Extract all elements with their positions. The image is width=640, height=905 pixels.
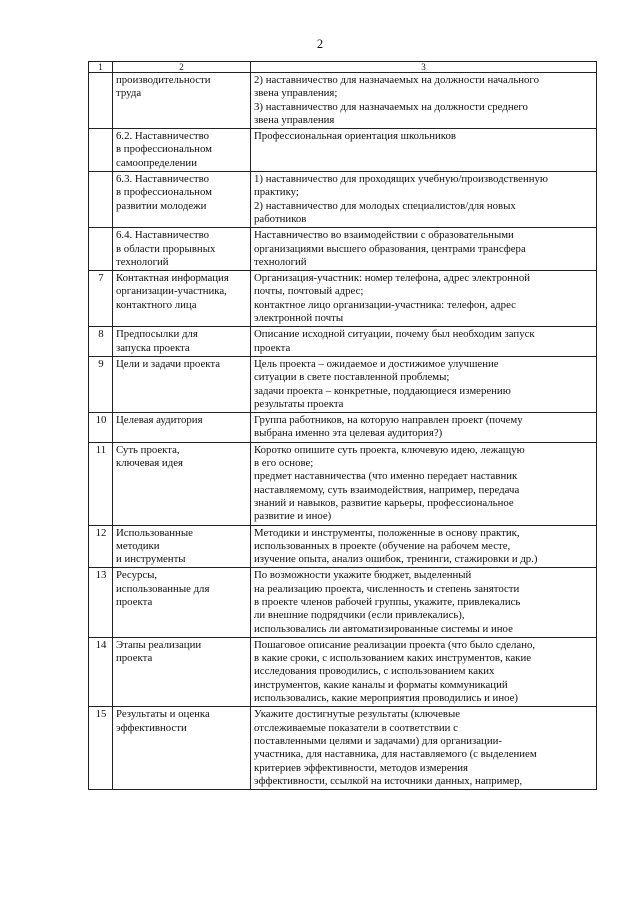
field-description-cell (251, 356, 597, 412)
field-description-cell (251, 172, 597, 228)
field-name-cell (113, 356, 251, 412)
field-description-line: почты, почтовый адрес; (254, 285, 364, 298)
field-name-cell (113, 172, 251, 228)
field-description-line: отслеживаемые показатели в соответствии с (254, 721, 458, 734)
row-number: 10 (89, 413, 113, 443)
field-name-line: Целевая аудитория (116, 414, 203, 427)
table-row (89, 568, 597, 637)
table-row (89, 413, 597, 443)
table-row (89, 707, 597, 790)
table-row (89, 442, 597, 525)
field-name-cell (113, 442, 251, 525)
field-name-line: запуска проекта (116, 341, 190, 354)
row-number: 12 (89, 525, 113, 568)
field-description-line: практику; (254, 186, 299, 199)
field-name-line: Ресурсы, (116, 569, 158, 582)
field-description-line: задачи проекта – конкретные, поддающиеся измерению (254, 384, 511, 397)
field-description-line: электронной почты (254, 312, 344, 325)
project-description-table (88, 61, 597, 790)
field-description-line: 1) наставничество для проходящих учебную/производственную (254, 173, 548, 186)
field-name-line: ключевая идея (116, 457, 183, 470)
field-description-line: проекта (254, 341, 291, 354)
field-description-cell (251, 129, 597, 172)
table-row (89, 172, 597, 228)
field-name-cell (113, 525, 251, 568)
field-name-cell (113, 637, 251, 706)
field-description-line: 3) наставничество для назначаемых на должности среднего (254, 100, 528, 113)
table-row (89, 73, 597, 129)
field-description-line: Организация-участник: номер телефона, адрес электронной (254, 272, 530, 285)
field-description-cell (251, 73, 597, 129)
field-name-cell (113, 413, 251, 443)
field-description-line: работников (254, 212, 307, 225)
field-name-line: самоопределении (116, 156, 197, 169)
field-name-line: Результаты и оценка (116, 708, 210, 721)
field-description-line: Описание исходной ситуации, почему был необходим запуск (254, 328, 535, 341)
field-description-line: 2) наставничество для назначаемых на должности начального (254, 74, 539, 86)
field-name-cell (113, 228, 251, 271)
field-description-line: использовались, какие мероприятия проводились и иное) (254, 692, 519, 705)
field-description-line: использованных в проекте (обучение на рабочем месте, (254, 539, 511, 552)
field-name-line: в области прорывных (116, 242, 216, 255)
field-description-line: исследования проводились, с использованием каких (254, 665, 495, 678)
field-name-cell (113, 129, 251, 172)
field-name-line: проекта (116, 595, 153, 608)
field-name-line: Контактная информация (116, 272, 229, 285)
field-description-line: 2) наставничество для молодых специалистов/для новых (254, 199, 516, 212)
field-name-line: организации-участника, (116, 285, 227, 298)
row-number: 13 (89, 568, 113, 637)
field-description-line: Методики и инструменты, положенные в основу практик, (254, 526, 520, 539)
field-name-line: 6.2. Наставничество (116, 130, 209, 143)
field-name-line: в профессиональном (116, 186, 212, 199)
table-row (89, 327, 597, 357)
field-name-line: проекта (116, 652, 153, 665)
field-description-line: Профессиональная ориентация школьников (254, 130, 456, 143)
field-description-line: организациями высшего образования, центрами трансфера (254, 242, 526, 255)
field-description-line: контактное лицо организации-участника: телефон, адрес (254, 298, 516, 311)
field-description-line: Укажите достигнутые результаты (ключевые (254, 708, 461, 721)
field-name-line: 6.4. Наставничество (116, 229, 209, 242)
field-name-line: труда (116, 87, 142, 100)
table-row (89, 525, 597, 568)
field-description-line: ситуации в свете поставленной проблемы; (254, 371, 450, 384)
field-description-line: результаты проекта (254, 397, 344, 410)
field-description-cell (251, 637, 597, 706)
row-number (89, 228, 113, 271)
page-number: 2 (316, 37, 324, 51)
field-description-line: критериев эффективности, методов измерения (254, 761, 469, 774)
field-description-cell (251, 413, 597, 443)
table-row (89, 356, 597, 412)
field-description-line: предмет наставничества (что именно передает наставник (254, 470, 518, 483)
row-number (89, 129, 113, 172)
field-name-line: эффективности (116, 721, 187, 734)
field-description-cell (251, 228, 597, 271)
field-name-line: методики (116, 539, 160, 552)
field-description-line: Цель проекта – ожидаемое и достижимое улучшение (254, 357, 499, 370)
field-name-line: в профессиональном (116, 143, 212, 156)
field-name-line: контактного лица (116, 298, 197, 311)
row-number: 14 (89, 637, 113, 706)
field-description-line: на реализацию проекта, численность и степень занятости (254, 582, 520, 595)
field-description-line: Наставничество во взаимодействии с образовательными (254, 229, 514, 242)
field-name-line: 6.3. Наставничество (116, 173, 209, 186)
field-description-line: Пошаговое описание реализации проекта (что было сделано, (254, 638, 536, 651)
row-number (89, 172, 113, 228)
field-description-line: знаний и навыков, развитие карьеры, профессиональное (254, 496, 514, 509)
header-cell-name: 2 (113, 62, 251, 73)
table-row (89, 637, 597, 706)
field-description-line: развитие и иное) (254, 510, 332, 523)
field-description-cell (251, 271, 597, 327)
field-description-line: в проекте членов рабочей группы, укажите, привлекались (254, 595, 521, 608)
field-description-line: поставленными целями и задачами) для организации- (254, 734, 502, 747)
table-row (89, 271, 597, 327)
field-description-line: изучение опыта, анализ ошибок, тренинги, стажировки и др.) (254, 553, 538, 566)
field-name-cell (113, 327, 251, 357)
field-name-line: и инструменты (116, 553, 186, 566)
table-body (89, 62, 597, 790)
field-description-line: эффективности, ссылкой на источники данных, например, (254, 774, 523, 787)
field-description-line: звена управления (254, 113, 335, 126)
field-description-line: использовались ли автоматизированные системы и иное (254, 622, 513, 635)
header-cell-description: 3 (251, 62, 597, 73)
header-cell-number: 1 (89, 62, 113, 73)
field-name-line: Этапы реализации (116, 638, 202, 651)
field-description-line: Коротко опишите суть проекта, ключевую идею, лежащую (254, 443, 525, 456)
field-description-line: технологий (254, 255, 307, 268)
field-description-cell (251, 442, 597, 525)
row-number: 15 (89, 707, 113, 790)
field-description-line: ли внешние подрядчики (если привлекались), (254, 609, 465, 622)
field-description-line: участника, для наставника, для наставляемого (с выделением (254, 748, 537, 761)
field-description-line: выбрана именно эта целевая аудитория?) (254, 427, 443, 440)
table-row (89, 129, 597, 172)
row-number: 11 (89, 442, 113, 525)
field-name-line: Предпосылки для (116, 328, 198, 341)
row-number: 8 (89, 327, 113, 357)
field-name-cell (113, 568, 251, 637)
field-name-line: Цели и задачи проекта (116, 357, 220, 370)
field-description-cell (251, 707, 597, 790)
field-name-cell (113, 271, 251, 327)
field-name-line: Суть проекта, (116, 443, 180, 456)
field-name-line: использованные для (116, 582, 210, 595)
row-number: 9 (89, 356, 113, 412)
field-description-cell (251, 525, 597, 568)
field-description-line: звена управления; (254, 87, 338, 100)
field-name-line: развитии молодежи (116, 199, 207, 212)
field-description-cell (251, 568, 597, 637)
field-name-line: производительности (116, 74, 211, 86)
field-description-line: инструментов, какие каналы и форматы коммуникаций (254, 678, 508, 691)
field-description-line: наставляемому, суть взаимодействия, например, передача (254, 483, 520, 496)
table-header-row (89, 62, 597, 73)
field-name-cell (113, 73, 251, 129)
table-row (89, 228, 597, 271)
field-description-line: в его основе; (254, 457, 314, 470)
row-number (89, 73, 113, 129)
field-name-line: технологий (116, 255, 169, 268)
field-description-line: По возможности укажите бюджет, выделенный (254, 569, 472, 582)
field-description-line: в какие сроки, с использованием каких инструментов, какие (254, 652, 532, 665)
field-description-cell (251, 327, 597, 357)
field-description-line: Группа работников, на которую направлен проект (почему (254, 414, 523, 427)
field-name-line: Использованные (116, 526, 193, 539)
field-name-cell (113, 707, 251, 790)
row-number: 7 (89, 271, 113, 327)
